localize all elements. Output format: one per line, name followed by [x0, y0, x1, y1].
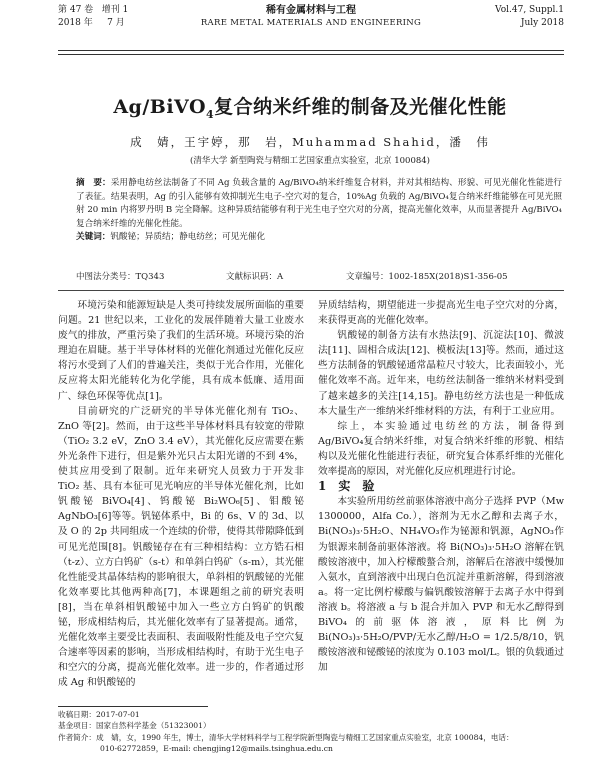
body-column-left	[58, 298, 304, 690]
body-paragraph: 异质结结构，期望能进一步提高光生电子空穴对的分离，来获得更高的光催化效率。	[318, 300, 564, 327]
abstract-text: 采用静电纺丝法制备了不同 Ag 负载含量的 Ag/BiVO₄纳米纤维复合材料，并对其相结构、形貌、可见光催化性能进行了表征。结果表明，Ag 的引入能够有效抑制光生电子-空穴对的复合，10%Ag 负载的 Ag/BiVO₄复合纳米纤维能够在可见光照射 20 min 内将罗丹明 B 完全降解。这种异质结能够有利于光生电子空穴对的分离，提高光催化效率，从而显著提升 Ag/BiVO₄复合纳米纤维的光催化性能。	[76, 178, 562, 229]
body-column-right	[318, 298, 564, 675]
keywords-text: 钒酸铋；异质结；静电纺丝；可见光催化	[110, 232, 266, 243]
section-heading-experiment: 1 实 验	[318, 479, 375, 494]
header-journal	[58, 4, 564, 30]
page-header	[58, 4, 564, 50]
clc-number: 中图法分类号：TQ343	[76, 272, 165, 282]
abstract	[76, 177, 562, 231]
header-date-en: July 2018	[520, 18, 564, 28]
classification-line	[76, 271, 562, 284]
body-paragraph: 钒酸铋的制备方法有水热法[9]、沉淀法[10]、微波法[11]、固相合成法[12]、模板法[13]等。然而，通过这些方法制备的钒酸铋通常晶粒尺寸较大，比表面较小，光催化效率不高。近年来，电纺丝法制备一维纳米材料受到了越来越多的关注[14,15]。静电纺丝方法也是一种低成本大量生产一维纳米纤维材料的方法，有利于工业应用。	[318, 330, 564, 417]
journal-name-cn: 稀有金属材料与工程	[266, 5, 356, 16]
title-subscript: 4	[206, 107, 215, 121]
header-vol-cn: 第 47 卷	[58, 5, 94, 15]
body-paragraph: 综上，本实验通过电纺丝的方法，制备得到 Ag/BiVO₄复合纳米纤维，对复合纳米纤维的形貌、相结构以及光催化性能进行表征，研究复合体系纤维的光催化效率提高的原因，对光催化反应机理进行讨论。	[318, 420, 564, 478]
header-volume-en	[495, 4, 564, 30]
article-number: 文章编号：1002-185X(2018)S1-356-05	[346, 272, 508, 282]
abstract-label: 摘 要：	[76, 178, 111, 188]
journal-name-en: RARE METAL MATERIALS AND ENGINEERING	[200, 18, 422, 28]
author-list: 成 婧，王宇婷，那 岩，Muhammad Shahid，潘 伟	[130, 135, 490, 149]
footnote-divider	[58, 706, 208, 707]
abstract-divider	[58, 290, 564, 291]
footnote-fund: 基金项目：国家自然科学基金（51323001）	[58, 721, 211, 731]
header-year-cn: 2018 年	[58, 18, 93, 28]
affiliation: (清华大学 新型陶瓷与精细工艺国家重点实验室，北京 100084)	[190, 156, 430, 166]
header-vol-en: Vol.47, Suppl.1	[495, 5, 564, 15]
title-prefix: Ag/BiVO	[113, 96, 207, 118]
body-paragraph: 本实验所用纺丝前驱体溶液中高分子选择 PVP（Mw 1300000，Alfa Co.），溶剂为无水乙醇和去离子水，Bi(NO₃)₃·5H₂O、NH₄VO₃作为铋源和钒源，AgNO₃作为银源来制备前驱体溶液。将 Bi(NO₃)₃·5H₂O 溶解在钒酸铵溶液中，加入柠檬酸螯合剂，溶解后在溶液中缓慢加入氨水，直到溶液中出现白色沉淀并重新溶解，得到溶液 a。将一定比例柠檬酸与偏钒酸铵溶解于去离子水中得到溶液 b。将溶液 a 与 b 混合并加入 PVP 和无水乙醇得到 BiVO₄的前驱体溶液，原料比例为 Bi(NO₃)₃·5H₂O/PVP/无水乙醇/H₂O = 1/2.5/8/10，钒酸铵溶液和铋酸铋的浓度为 0.103 mol/L。银的负载通过加	[318, 496, 564, 674]
title-rest: 复合纳米纤维的制备及光催化性能	[214, 96, 507, 118]
keywords	[76, 231, 562, 245]
header-issue-cn: 增刊 1	[101, 5, 129, 15]
footnote-received: 收稿日期：2017-07-01	[58, 710, 140, 719]
keywords-label: 关键词：	[76, 232, 111, 243]
footnotes	[58, 709, 564, 755]
abstract-block	[76, 177, 562, 245]
header-divider	[58, 50, 564, 55]
header-month-cn: 7 月	[107, 18, 125, 28]
paper-title	[40, 92, 580, 121]
footnote-author-bio: 作者简介：成 婧，女，1990 年生，博士，清华大学材料科学与工程学院新型陶瓷与精细工艺国家重点实验室，北京 100084，电话：	[58, 732, 514, 742]
body-paragraph: 环境污染和能源短缺是人类可持续发展所面临的重要问题。21 世纪以来，工业化的发展伴随着大量工业废水废气的排放，严重污染了我们的生活环境。环境污染的治理迫在眉睫。基于半导体材料的光催化剂通过光催化反应将污水受到了人们的普遍关注，类似于光合作用，光催化反应将太阳光能转化为化学能，具有成本低廉、适用面广、绿色环保等优点[1]。	[58, 300, 304, 402]
footnote-contact: 010-62772859，E-mail: chengjing12@mails.tsinghua.edu.cn	[100, 744, 333, 754]
document-code: 文献标识码：A	[226, 272, 284, 282]
body-paragraph: 目前研究的广泛研究的半导体光催化剂有 TiO₂、ZnO 等[2]。然而，由于这些半导体材料具有较宽的带隙（TiO₂ 3.2 eV，ZnO 3.4 eV），其光催化反应需要在紫外光条件下进行，但是紫外光只占太阳光谱的不到 4%，使其应用受到了限制。近年来研究人员致力于开发非 TiO₂ 基、具有本征可见光响应的半导体光催化剂，比如钒酸铋 BiVO₄[4]、钨酸铋 Bi₂WO₆[5]、钼酸铋 AgNbO₃[6]等等。钒铋体系中，Bi 的 6s、V 的 3d、以及 O 的 2p 共同组成一个连续的价带，使得其带隙降低到可见光范围[8]。钒酸铋存在有三种相结构：立方锆石相（t-z）、立方白钨矿（s-t）和单斜白钨矿（s-m），其光催化性能受其晶体结构的影响很大，单斜相的钒酸铋的光催化效率要比其他两种高[7]，本课题组之前的研究表明[8]，当在单斜相钒酸铋中加入一些立方白钨矿的钒酸铋，形成相结构后，其光催化效率有了显著提高。通常，光催化效率主要受比表面积、表面吸附性能及电子空穴复合速率等因素的影响，当形成相结构时，有助于光生电子和空穴的分离，提高光催化效率。进一步的，作者通过形成 Ag 和钒酸铋的	[58, 405, 304, 689]
